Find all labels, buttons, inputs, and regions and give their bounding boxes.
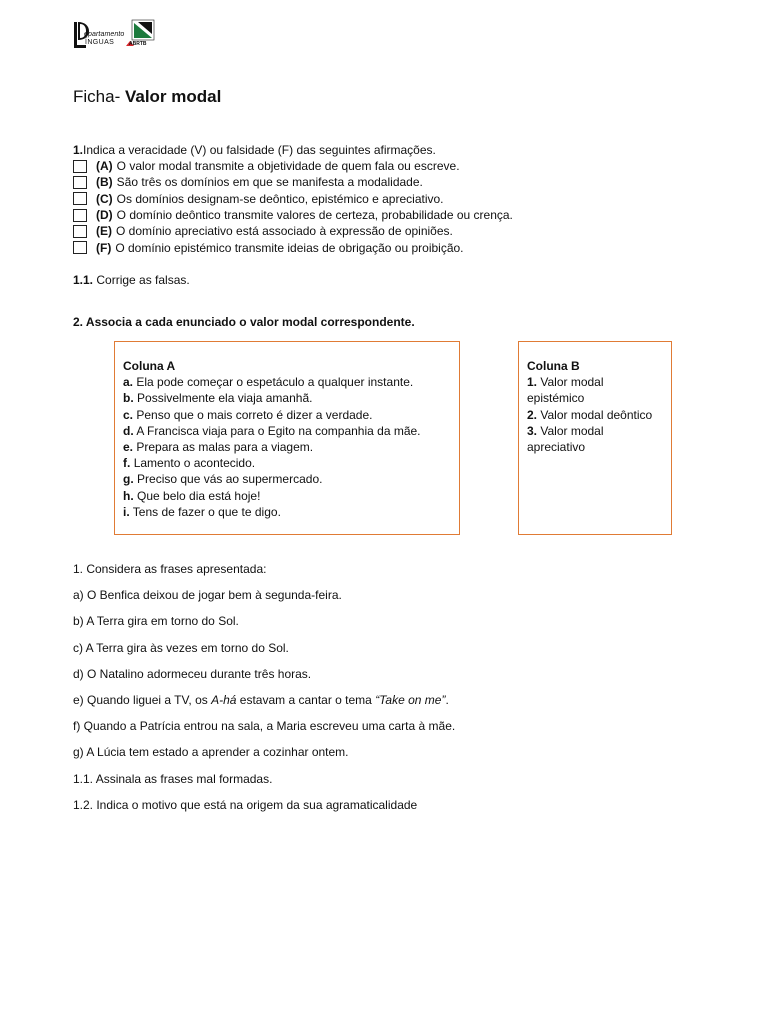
sentence-d: d) O Natalino adormeceu durante três horas. [73, 666, 312, 681]
list-item: epistémico [527, 391, 585, 406]
list-item: (C) Os domínios designam-se deôntico, epistémico e apreciativo. [73, 191, 513, 207]
answer-checkbox[interactable] [73, 160, 87, 173]
answer-checkbox[interactable] [73, 225, 87, 238]
list-item: (E) O domínio apreciativo está associado à expressão de opiniões. [73, 223, 513, 239]
question-2: 2. Associa a cada enunciado o valor modal correspondente. [73, 315, 415, 329]
question-1-1-assinala: 1.1. Assinala as frases mal formadas. [73, 771, 273, 786]
list-item: e. Prepara as malas para a viagem. [123, 440, 314, 455]
column-b-box [518, 341, 672, 535]
list-item: 3. Valor modal [527, 423, 604, 438]
grammar-exercise [73, 561, 455, 823]
column-a-heading: Coluna A [123, 359, 176, 373]
column-a-box [114, 341, 460, 535]
answer-checkbox[interactable] [73, 176, 87, 189]
list-item: 2. Valor modal deôntico [527, 407, 653, 422]
logo-text-abrtb: ABRTB [129, 41, 147, 47]
list-item: g. Preciso que vás ao supermercado. [123, 472, 323, 487]
list-item: c. Penso que o mais correto é dizer a verdade. [123, 407, 373, 422]
list-item: 1. Valor modal [527, 375, 604, 390]
sentence-b: b) A Terra gira em torno do Sol. [73, 614, 239, 629]
list-item: b. Possivelmente ela viaja amanhã. [123, 391, 313, 406]
sentence-e: e) Quando liguei a TV, os A-há estavam a cantar o tema “Take on me”. [73, 692, 449, 707]
sentence-g: g) A Lúcia tem estado a aprender a cozinhar ontem. [73, 745, 349, 760]
list-item: (F) O domínio epistémico transmite ideias de obrigação ou proibição. [73, 239, 513, 255]
question-1: 1.Indica a veracidade (V) ou falsidade (F) das seguintes afirmações. [73, 143, 436, 157]
column-b-heading: Coluna B [527, 359, 580, 373]
logo-text-departamento: epartamento [84, 31, 125, 38]
exercise-intro: 1. Considera as frases apresentada: [73, 562, 267, 576]
page-title: Ficha- Valor modal [73, 87, 222, 106]
list-item: (D) O domínio deôntico transmite valores de certeza, probabilidade ou crença. [73, 207, 513, 223]
sentence-f: f) Quando a Patrícia entrou na sala, a Maria escreveu uma carta à mãe. [73, 719, 456, 734]
department-logo [72, 18, 158, 52]
question-1-1: 1.1. Corrige as falsas. [73, 273, 190, 287]
sentence-c: c) A Terra gira às vezes em torno do Sol. [73, 640, 289, 655]
answer-checkbox[interactable] [73, 209, 87, 222]
answer-checkbox[interactable] [73, 192, 87, 205]
true-false-list [73, 158, 513, 256]
list-item: apreciativo [527, 440, 586, 455]
list-item: (A) O valor modal transmite a objetividade de quem fala ou escreve. [73, 158, 513, 174]
question-1-2-indica: 1.2. Indica o motivo que está na origem da sua agramaticalidade [73, 797, 418, 812]
list-item: (B) São três os domínios em que se manifesta a modalidade. [73, 174, 513, 190]
list-item: h. Que belo dia está hoje! [123, 488, 261, 503]
sentence-a: a) O Benfica deixou de jogar bem à segunda-feira. [73, 588, 342, 603]
list-item: d. A Francisca viaja para o Egito na companhia da mãe. [123, 423, 421, 438]
list-item: i. Tens de fazer o que te digo. [123, 504, 281, 519]
answer-checkbox[interactable] [73, 241, 87, 254]
logo-text-linguas: ÍNGUAS [85, 39, 115, 46]
list-item: a. Ela pode começar o espetáculo a qualquer instante. [123, 375, 414, 390]
list-item: f. Lamento o acontecido. [123, 456, 256, 471]
